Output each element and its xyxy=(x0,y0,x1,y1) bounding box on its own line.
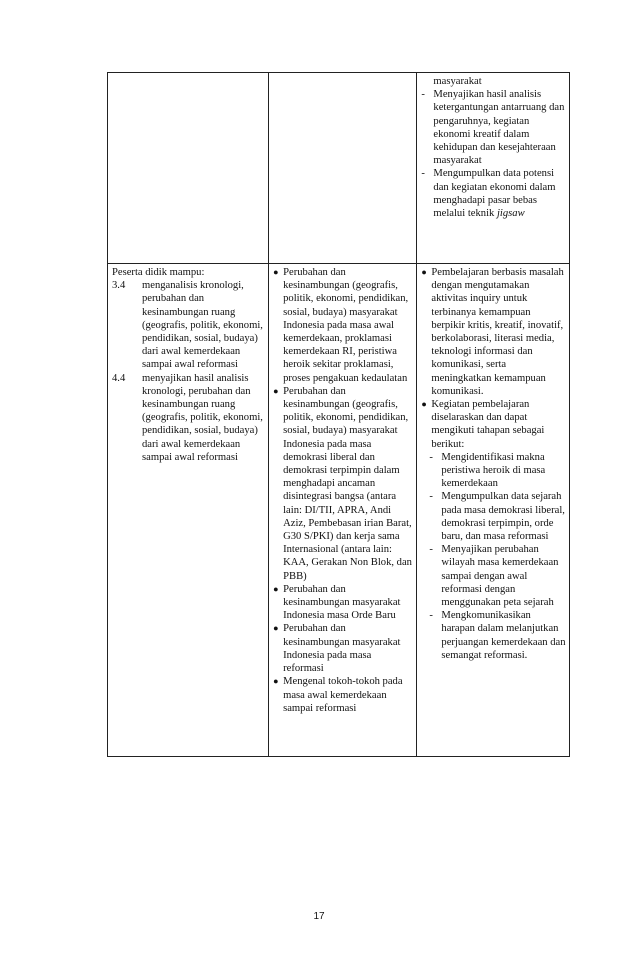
list-item-text: Kegiatan pembelajaran diselaraskan dan dapat mengikuti tahapan sebagai berikut: xyxy=(431,399,545,450)
bullet-icon: ● xyxy=(273,623,279,634)
list-item-text: Menyajikan hasil analisis ketergantungan antarruang dan pengaruhnya, kegiatan ekonomi kreatif dalam kehidupan dan kesejahteraan masyarakat xyxy=(433,89,565,167)
bullet-icon: ● xyxy=(273,676,279,687)
dash-marker: - xyxy=(429,491,433,503)
list-item xyxy=(273,583,413,623)
dash-marker: - xyxy=(421,89,425,101)
kd-text: menyajikan hasil analisis kronologi, perubahan dan kesinambungan ruang (geografis, politik, ekonomi, pendidikan, sosial, budaya) dari awal kemerdekaan sampai awal reformasi xyxy=(142,372,263,463)
list-item-text: Mengenal tokoh-tokoh pada masa awal kemerdekaan sampai reformasi xyxy=(283,676,403,714)
table-cell-kd xyxy=(108,73,269,264)
list-item xyxy=(273,675,413,715)
list-item xyxy=(421,167,566,220)
curriculum-table xyxy=(107,72,570,757)
list-item xyxy=(429,609,566,662)
kd-number: 4.4 xyxy=(112,372,126,384)
table-cell-materi xyxy=(269,73,417,264)
list-item-text-main: Mengumpulkan data potensi dan kegiatan ekonomi dalam menghadapi pasar bebas melalui teknik xyxy=(433,168,556,220)
list-item xyxy=(273,385,413,583)
list-item-text: Perubahan dan kesinambungan (geografis, politik, ekonomi, pendidikan, sosial, budaya) masyarakat Indonesia pada masa awal kemerdekaan, proklamasi kemerdekaan RI, peristiwa heroik sekitar proklamasi, proses pengakuan kedaulatan xyxy=(283,267,409,384)
table-cell-materi xyxy=(269,264,417,757)
list-item-text: Perubahan dan kesinambungan (geografis, politik, ekonomi, pendidikan, sosial, budaya) masyarakat Indonesia pada masa demokrasi liberal dan demokrasi terpimpin dalam menghadapi ancaman disintegrasi bangsa (antara lain: DI/TII, APRA, Andi Aziz, Pembebasan irian Barat, G30 S/PKI) dan kerja sama Internasional (antara lain: KAA, Gerakan Non Blok, dan PBB) xyxy=(283,385,412,582)
dash-marker: - xyxy=(421,168,425,180)
list-item-text: Mengumpulkan data sejarah pada masa demokrasi liberal, demokrasi terpimpin, orde baru, dan masa reformasi xyxy=(441,491,565,543)
bullet-icon: ● xyxy=(421,267,427,277)
list-item-text xyxy=(433,167,566,220)
dash-marker: - xyxy=(429,544,433,556)
list-item xyxy=(273,622,413,675)
list-item xyxy=(429,543,566,609)
page-number: 17 xyxy=(313,911,325,922)
kd-number: 3.4 xyxy=(112,280,126,292)
list-item-text: Menyajikan perubahan wilayah masa kemerdekaan sampai dengan awal reformasi dengan menggunakan peta sejarah xyxy=(441,544,559,609)
table-cell-kegiatan xyxy=(417,73,570,264)
list-item-text: Mengkomunikasikan harapan dalam melanjutkan perjuangan kemerdekaan dan semangat reformasi. xyxy=(441,610,566,661)
bullet-icon: ● xyxy=(273,267,279,277)
kd-text: menganalisis kronologi, perubahan dan kesinambungan ruang (geografis, politik, ekonomi, pendidikan, sosial, budaya) dari awal kemerdekaan sampai awal reformasi xyxy=(142,280,263,371)
kd-item xyxy=(112,372,265,464)
list-item xyxy=(421,398,566,451)
continuation-text: masyarakat xyxy=(433,76,482,87)
table-row xyxy=(108,73,570,264)
kd-intro: Peserta didik mampu: xyxy=(112,267,205,278)
italic-term: jigsaw xyxy=(496,208,525,220)
list-item xyxy=(421,266,566,398)
list-item-text: Perubahan dan kesinambungan masyarakat Indonesia pada masa reformasi xyxy=(283,623,401,675)
table-cell-kd xyxy=(108,264,269,757)
table-row xyxy=(108,264,570,757)
list-item-text: Perubahan dan kesinambungan masyarakat Indonesia masa Orde Baru xyxy=(283,583,401,622)
list-item-text: Pembelajaran berbasis masalah dengan mengutamakan aktivitas inquiry untuk terbinanya kemampuan berpikir kritis, kreatif, inovatif, berkolaborasi, literasi media, teknologi informasi dan komunikasi, serta meningkatkan kemampuan komunikasi. xyxy=(431,267,564,397)
kd-item xyxy=(112,279,265,371)
bullet-icon: ● xyxy=(421,399,427,410)
list-item xyxy=(429,451,566,491)
list-item-text: Mengidentifikasi makna peristiwa heroik di masa kemerdekaan xyxy=(441,451,546,490)
list-item xyxy=(273,266,413,385)
list-item xyxy=(429,490,566,543)
list-item xyxy=(421,88,566,167)
dash-marker: - xyxy=(429,451,433,463)
dash-marker: - xyxy=(429,610,433,622)
bullet-icon: ● xyxy=(273,385,279,396)
table-cell-kegiatan xyxy=(417,264,570,757)
bullet-icon: ● xyxy=(273,583,279,594)
